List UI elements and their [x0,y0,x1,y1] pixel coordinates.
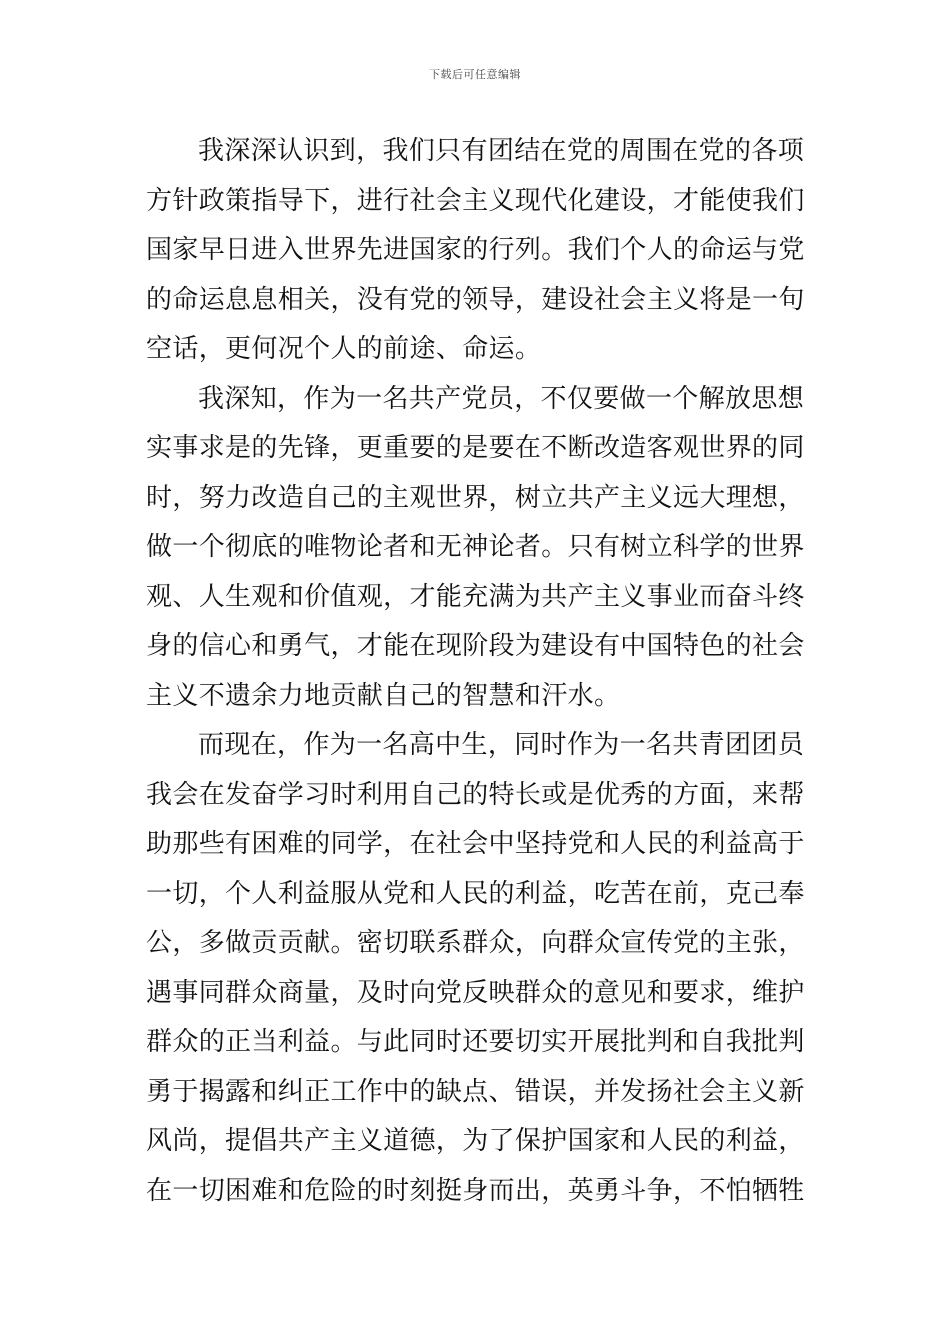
paragraph-3-line-6: 遇事同群众商量，及时向党反映群众的意见和要求，维护 [146,977,805,1008]
paragraph-3-line-5: 公，多做贡贡献。密切联系群众，向群众宣传党的主张， [146,928,805,958]
paragraph-1-line-3: 国家早日进入世界先进国家的行列。我们个人的命运与党 [146,235,805,265]
paragraph-2-line-7: 主义不遗余力地贡献自己的智慧和汗水。 [146,680,621,711]
paragraph-3-line-1: 而现在，作为一名高中生，同时作为一名共青团团员 [198,730,805,760]
paragraph-3-line-9: 风尚，提倡共产主义道德，为了保护国家和人民的利益， [146,1126,805,1156]
paragraph-3-line-4: 一切，个人利益服从党和人民的利益，吃苦在前，克己奉 [146,878,805,909]
header-note: 下载后可任意编辑 [429,68,521,81]
paragraph-3-line-8: 勇于揭露和纠正工作中的缺点、错误，并发扬社会主义新 [146,1076,805,1107]
paragraph-2-line-3: 时，努力改造自己的主观世界，树立共产主义远大理想， [146,482,805,513]
paragraph-2-line-6: 身的信心和勇气，才能在现阶段为建设有中国特色的社会 [146,631,805,661]
paragraph-3-line-7: 群众的正当利益。与此同时还要切实开展批判和自我批判 [146,1027,805,1057]
document-body [146,127,810,1216]
paragraph-1-line-2: 方针政策指导下，进行社会主义现代化建设，才能使我们 [146,185,805,216]
paragraph-3-line-2: 我会在发奋学习时利用自己的特长或是优秀的方面，来帮 [146,779,805,810]
paragraph-2-line-5: 观、人生观和价值观，才能充满为共产主义事业而奋斗终 [146,581,805,612]
paragraph-1-line-5: 空话，更何况个人的前途、命运。 [146,334,542,364]
paragraph-3-line-10: 在一切困难和危险的时刻挺身而出，英勇斗争，不怕牺牲 [146,1175,805,1206]
paragraph-2-line-1: 我深知，作为一名共产党员，不仅要做一个解放思想 [198,383,805,414]
paragraph-1-line-1: 我深深认识到，我们只有团结在党的周围在党的各项 [198,136,805,166]
paragraph-3-line-3: 助那些有困难的同学，在社会中坚持党和人民的利益高于 [146,829,805,859]
paragraph-2-line-2: 实事求是的先锋，更重要的是要在不断改造客观世界的同 [146,433,805,463]
paragraph-2-line-4: 做一个彻底的唯物论者和无神论者。只有树立科学的世界 [146,532,805,562]
paragraph-1-line-4: 的命运息息相关，没有党的领导，建设社会主义将是一句 [146,284,805,315]
